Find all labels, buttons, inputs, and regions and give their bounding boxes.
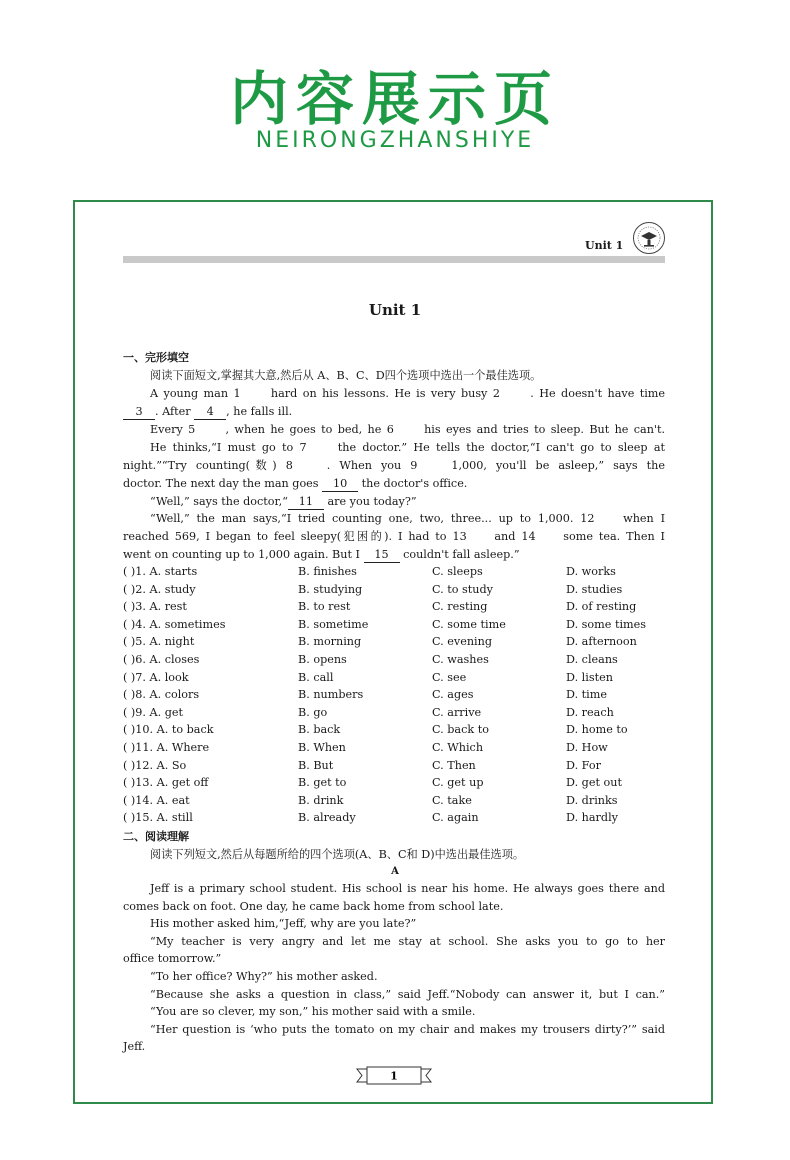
section-heading-reading: 二、阅读理解 [123,830,189,843]
option-c: C. arrive [432,705,482,719]
option-number: ( )7. A. look [123,670,189,684]
blank-9: 9 [410,459,442,473]
option-c: C. to study [432,582,493,596]
option-b: B. get to [298,776,347,790]
passage-line [123,441,665,455]
reading-line: comes back on foot. One day, he came back home from school late. [123,899,504,913]
running-header-unit: Unit 1 [585,239,624,252]
passage-line [123,405,292,420]
text: 1,000, you'll be asleep,” says the [451,459,665,472]
passage-label: A [391,866,399,877]
text: Every [150,423,183,436]
option-b: B. sometime [298,617,369,631]
text: “Well,” the man says,“I tried counting one, two, three... up to 1,000. [150,512,574,525]
option-b: B. numbers [298,688,364,702]
text: He thinks,“I must go to [150,441,294,454]
cloze-instruction: 阅读下面短文,掌握其大意,然后从 A、B、C、D四个选项中选出一个最佳选项。 [150,369,542,382]
text: are you today?” [327,495,417,508]
option-number: ( )1. A. starts [123,565,198,578]
option-number: ( )12. A. So [123,758,187,772]
option-number: ( )4. A. sometimes [123,617,226,631]
section-heading-cloze: 一、完形填空 [123,351,189,364]
option-number: ( )5. A. night [123,635,195,649]
blank-13: 13 [452,530,488,544]
option-d: D. cleans [566,653,618,666]
option-b: B. already [298,811,356,825]
text: doctor. The next day the man goes [123,477,319,490]
option-b: B. finishes [298,565,357,578]
text: some tea. Then I [563,530,665,543]
option-c: C. some time [432,617,506,631]
option-b: B. morning [298,635,362,649]
option-c: C. resting [432,600,488,614]
blank-2: 2 [493,387,525,401]
option-c: C. Then [432,758,476,772]
banner-subtitle: NEIRONGZHANSHIYE [255,128,535,153]
option-number: ( )10. A. to back [123,723,214,737]
option-d: D. hardly [566,811,618,825]
option-c: C. again [432,811,479,825]
passage-line [123,512,665,526]
blank-14: 14 [521,530,557,544]
option-c: C. back to [432,723,489,737]
text: and [494,530,516,543]
passage-line [123,477,467,492]
reading-line: “To her office? Why?” his mother asked. [150,970,378,983]
option-c: C. washes [432,653,489,666]
option-d: D. reach [566,705,614,719]
reading-line: His mother asked him,“Jeff, why are you late?” [150,917,417,931]
text: , he falls ill. [226,405,293,418]
option-number: ( )2. A. study [123,582,196,596]
reading-line: Jeff. [123,1040,146,1054]
option-c: C. ages [432,688,474,702]
option-c: C. Which [432,741,484,754]
reading-line: office tomorrow.” [123,952,222,966]
option-d: D. For [566,758,601,772]
option-c: C. see [432,670,467,684]
option-b: B. When [298,741,346,754]
text: night.”“Try counting(数) [123,459,277,472]
blank-10: 10 [322,477,358,492]
option-c: C. evening [432,635,492,649]
blank-6: 6 [387,423,419,437]
text: couldn't fall asleep.” [403,548,520,561]
passage-line [123,423,665,437]
blank-5: 5 [188,423,220,437]
option-b: B. drink [298,793,344,807]
blank-4: 4 [194,405,226,420]
text: the doctor.” He tells the doctor,“I can't go to sleep at [337,441,665,454]
text: “Well,” says the doctor,“ [150,495,288,508]
option-b: B. call [298,670,334,684]
text: . When you [326,459,402,472]
option-number: ( )6. A. closes [123,653,200,666]
text: his eyes and tries to sleep. But he can't. [424,423,665,436]
option-c: C. take [432,793,472,807]
option-number: ( )3. A. rest [123,600,187,614]
option-b: B. to rest [298,600,351,614]
option-b: B. go [298,705,328,719]
option-d: D. How [566,741,608,754]
text: when I [623,512,665,525]
text: the doctor's office. [361,477,468,490]
option-d: D. home to [566,723,628,737]
passage-line [123,387,665,401]
option-b: B. But [298,758,334,772]
passage-line [150,495,417,510]
option-c: C. get up [432,776,484,790]
option-d: D. afternoon [566,635,637,649]
option-d: D. works [566,565,616,578]
text: , when he goes to bed, he [225,423,382,436]
option-number: ( )8. A. colors [123,688,200,702]
banner-title: 内容展示页 [229,65,560,133]
option-d: D. get out [566,776,622,790]
blank-12: 12 [580,512,616,526]
option-b: B. studying [298,582,363,596]
blank-7: 7 [300,441,332,455]
blank-11: 11 [288,495,324,510]
reading-line: “My teacher is very angry and let me stay at school. She asks you to go to her [150,934,665,948]
blank-15: 15 [364,548,400,563]
option-d: D. some times [566,617,646,631]
text: went on counting up to 1,000 again. But I [123,548,360,561]
text: . He doesn't have time [530,387,665,400]
page-number: 1 [390,1069,398,1083]
option-number: ( )15. A. still [123,811,193,825]
text: hard on his lessons. He is very busy [270,387,488,400]
text: A young man [150,387,229,400]
option-c: C. sleeps [432,565,483,578]
option-d: D. listen [566,670,613,684]
school-emblem-icon [632,221,666,255]
option-d: D. time [566,688,607,702]
reading-instruction: 阅读下列短文,然后从每题所给的四个选项(A、B、C和 D)中选出最佳选项。 [150,848,525,861]
page-number-ribbon [355,1066,433,1086]
blank-3: 3 [123,405,155,420]
text: reached 569, I began to feel sleepy(犯困的). I had to [123,530,447,543]
reading-line: “You are so clever, my son,” his mother said with a smile. [150,1005,476,1019]
passage-line [123,548,520,563]
passage-line [123,530,665,544]
reading-line: “Her question is ‘who puts the tomato on my chair and makes my trousers dirty?’” said [150,1022,665,1036]
page-title: Unit 1 [368,301,422,319]
option-b: B. back [298,723,341,737]
text: . After [155,405,191,418]
blank-8: 8 [286,459,318,473]
page-frame [73,200,713,1104]
option-number: ( )11. A. Where [123,741,210,754]
option-number: ( )14. A. eat [123,793,190,807]
option-d: D. drinks [566,793,618,807]
blank-1: 1 [233,387,265,401]
passage-line [123,459,665,473]
option-number: ( )9. A. get [123,705,183,719]
header-rule [123,256,665,263]
reading-line: “Because she asks a question in class,” said Jeff.“Nobody can answer it, but I can.” [150,987,665,1001]
option-d: D. studies [566,582,623,596]
option-b: B. opens [298,653,347,666]
reading-line: Jeff is a primary school student. His school is near his home. He always goes there and [150,882,665,895]
option-number: ( )13. A. get off [123,776,209,790]
option-d: D. of resting [566,600,637,614]
